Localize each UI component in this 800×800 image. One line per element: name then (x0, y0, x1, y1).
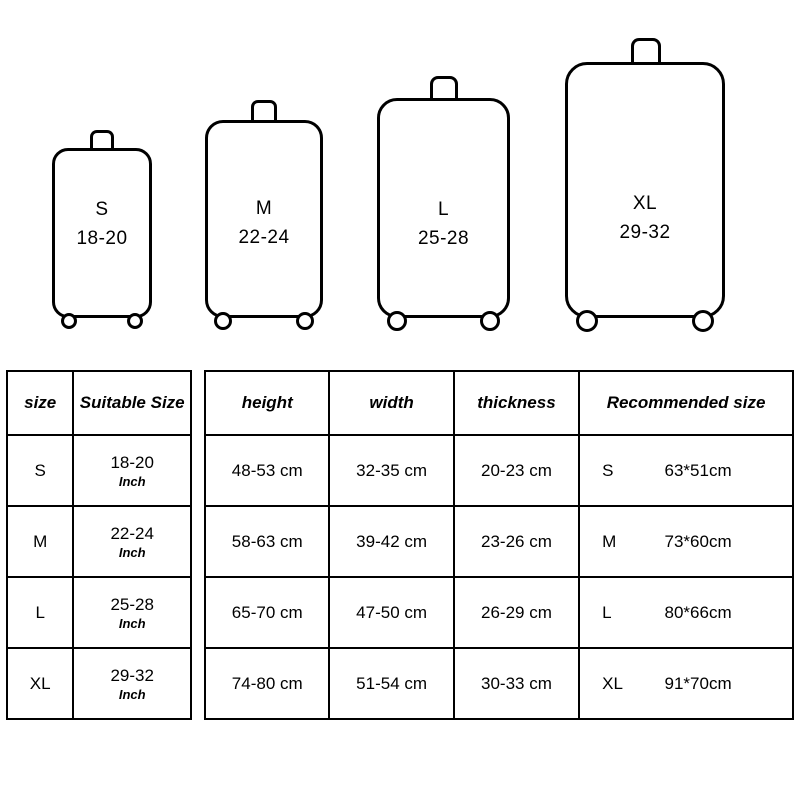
luggage-size-range: 22-24 (238, 226, 290, 248)
cell-size: M (7, 506, 73, 577)
unit-label: Inch (118, 544, 146, 560)
cell-width: 39-42 cm (329, 506, 453, 577)
luggage-size-range: 29-32 (619, 221, 671, 243)
suitable-range: 25-28 (110, 594, 154, 614)
luggage-size-range: 18-20 (76, 227, 128, 249)
luggage-label-group (377, 196, 510, 253)
table-row (205, 435, 793, 506)
cell-height: 58-63 cm (205, 506, 329, 577)
luggage-size-letter: XL (632, 193, 658, 214)
column-header-height: height (205, 371, 329, 435)
suitable-range: 22-24 (110, 523, 154, 543)
cell-height: 74-80 cm (205, 648, 329, 719)
luggage-handle-icon (631, 38, 661, 64)
recommended-size-letter: L (602, 602, 612, 622)
cell-thickness: 20-23 cm (454, 435, 579, 506)
luggage-size-letter: L (437, 199, 450, 220)
column-header-suitable-size: Suitable Size (73, 371, 191, 435)
luggage-wheel-icon (480, 311, 500, 331)
luggage-illustration-xl (565, 62, 725, 318)
cell-suitable-size (73, 648, 191, 719)
size-suitability-table (6, 370, 192, 720)
table-row (7, 506, 191, 577)
cell-height: 65-70 cm (205, 577, 329, 648)
luggage-illustration-m (205, 120, 323, 318)
unit-label: Inch (118, 615, 146, 631)
luggage-handle-icon (90, 130, 114, 150)
recommended-size-letter: XL (602, 673, 623, 693)
cell-suitable-size (73, 506, 191, 577)
luggage-wheel-icon (576, 310, 598, 332)
luggage-wheel-icon (214, 312, 232, 330)
column-header-width: width (329, 371, 453, 435)
unit-label: Inch (118, 473, 146, 489)
table-header-row (205, 371, 793, 435)
luggage-label-group (205, 195, 323, 252)
luggage-wheel-icon (692, 310, 714, 332)
cell-thickness: 26-29 cm (454, 577, 579, 648)
recommended-size-value: 91*70cm (664, 673, 732, 693)
unit-label: Inch (118, 686, 146, 702)
cell-width: 32-35 cm (329, 435, 453, 506)
luggage-size-illustrations (0, 0, 800, 350)
recommended-size-value: 63*51cm (664, 460, 732, 480)
luggage-size-letter: S (95, 199, 109, 220)
table-row (205, 577, 793, 648)
table-row (205, 648, 793, 719)
cell-recommended-size (579, 506, 793, 577)
recommended-size-value: 73*60cm (664, 531, 732, 551)
recommended-size-letter: M (602, 531, 617, 551)
recommended-size-value: 80*66cm (664, 602, 732, 622)
table-row (7, 577, 191, 648)
table-header-row (7, 371, 191, 435)
cell-suitable-size (73, 577, 191, 648)
table-row (205, 506, 793, 577)
column-header-thickness: thickness (454, 371, 579, 435)
luggage-wheel-icon (296, 312, 314, 330)
table-row (7, 648, 191, 719)
cell-size: S (7, 435, 73, 506)
table-row (7, 435, 191, 506)
suitable-range: 18-20 (110, 452, 154, 472)
luggage-wheel-icon (127, 313, 143, 329)
luggage-wheel-icon (61, 313, 77, 329)
luggage-label-group (52, 196, 152, 253)
cell-thickness: 30-33 cm (454, 648, 579, 719)
column-header-size: size (7, 371, 73, 435)
cell-suitable-size (73, 435, 191, 506)
cell-size: XL (7, 648, 73, 719)
cell-recommended-size (579, 648, 793, 719)
dimensions-table (204, 370, 794, 720)
luggage-illustration-l (377, 98, 510, 318)
luggage-label-group (565, 190, 725, 247)
cell-width: 51-54 cm (329, 648, 453, 719)
cell-size: L (7, 577, 73, 648)
recommended-size-letter: S (602, 460, 614, 480)
luggage-illustration-s (52, 148, 152, 318)
cell-recommended-size (579, 435, 793, 506)
column-header-recommended-size: Recommended size (579, 371, 793, 435)
cell-recommended-size (579, 577, 793, 648)
luggage-size-range: 25-28 (417, 227, 470, 249)
luggage-handle-icon (251, 100, 277, 122)
cell-height: 48-53 cm (205, 435, 329, 506)
cell-thickness: 23-26 cm (454, 506, 579, 577)
luggage-handle-icon (430, 76, 458, 100)
cell-width: 47-50 cm (329, 577, 453, 648)
luggage-size-letter: M (255, 198, 273, 219)
suitable-range: 29-32 (110, 665, 154, 685)
luggage-wheel-icon (387, 311, 407, 331)
